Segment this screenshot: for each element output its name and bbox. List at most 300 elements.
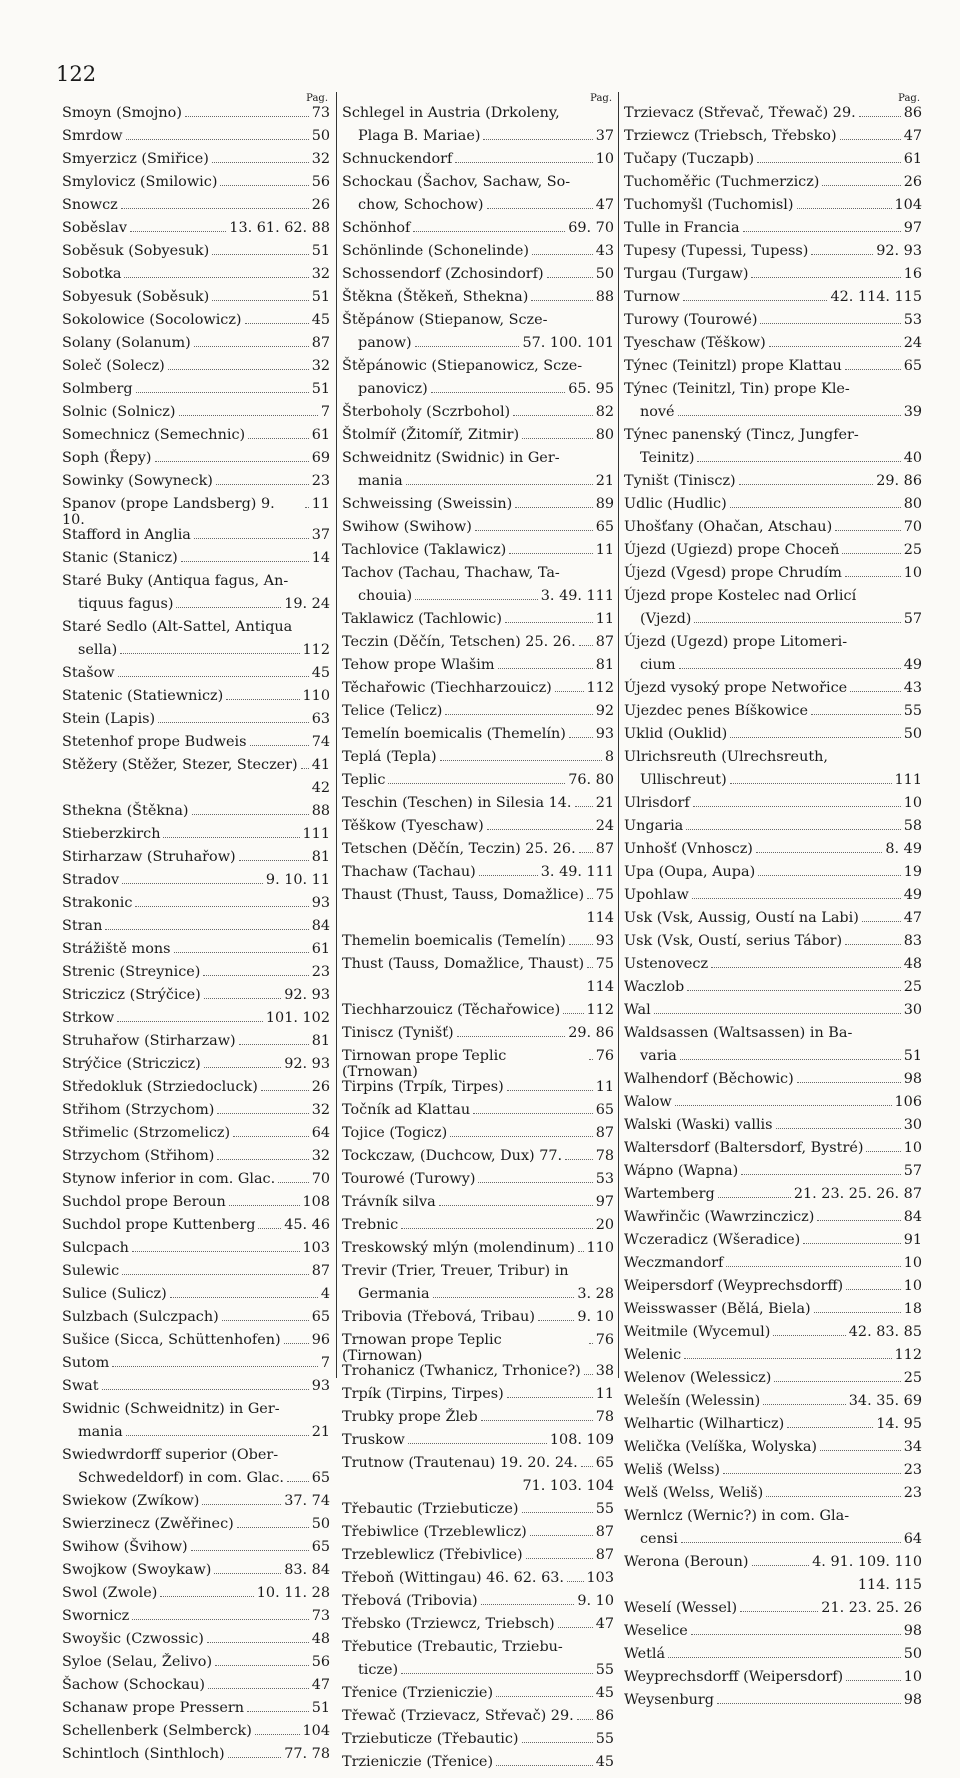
page-reference: 51 [311,243,330,259]
page-reference: 3. 28 [577,1286,614,1303]
entry-name: Stěžery (Stěžer, Stezer, Steczer) [62,757,298,774]
dot-leader [481,1604,575,1605]
dot-leader [217,1113,308,1114]
index-entry [624,1578,922,1601]
index-entry [62,497,330,528]
dot-leader [842,553,900,554]
page-reference: 114 [586,979,614,995]
index-entry [62,1034,330,1057]
entry-name: ticze) [358,1662,399,1679]
dot-leader [547,277,593,278]
page-reference: 108. 109 [549,1432,614,1449]
index-entry [624,796,922,819]
index-entry [342,796,614,819]
entry-name: Soleč (Solecz) [62,358,165,374]
dot-leader [207,1642,309,1643]
index-entry [62,1494,330,1517]
dot-leader [577,1719,593,1720]
entry-name: Wernlcz (Wernic?) in com. Gla- [624,1508,850,1524]
dot-leader [122,883,263,884]
page-reference: 10 [903,1278,922,1294]
entry-name: Trziewcz (Triebsch, Třebsko) [624,128,837,144]
column-header: Pag. [306,93,328,104]
dot-leader [176,607,281,608]
index-entry [342,658,614,681]
entry-name: Usk (Vsk, Oustí, serius Tábor) [624,933,843,949]
page-reference: 16 [903,266,922,282]
page-reference: 82 [595,404,614,420]
dot-leader [531,300,592,301]
entry-name: Tirnowan prope Teplic (Trnowan) [342,1048,511,1080]
index-entry [62,1103,330,1126]
index-entry [62,1333,330,1356]
index-entry [624,1394,922,1417]
page-reference: 23 [903,1485,922,1501]
entry-name: Swiedwrdorff superior (Ober- [62,1447,279,1464]
index-entry [342,1433,614,1456]
dot-leader [578,1251,583,1252]
index-column-3 [624,92,922,1716]
index-entry [62,574,330,597]
dot-leader [723,1473,901,1474]
entry-list [624,106,922,1716]
entry-name: Sthekna (Štěkna) [62,803,189,820]
entry-name: Sušice (Sicca, Schüttenhofen) [62,1332,281,1349]
index-entry [62,988,330,1011]
entry-name: Ujezdec penes Bíškowice [624,703,808,719]
dot-leader [487,829,593,830]
dot-leader [450,1136,592,1137]
page-reference: 87 [311,335,330,351]
index-entry [62,1471,330,1494]
entry-name: Weyprechsdorff (Weipersdorf) [624,1669,844,1685]
dot-leader [558,1627,593,1628]
page-reference: 4 [320,1286,330,1303]
index-entry [62,620,330,643]
entry-name: Štěkna (Štěkeň, Sthekna) [342,289,529,305]
page-reference: 45 [595,1754,614,1771]
index-entry [624,336,922,359]
page-reference: 21. 23. 25. 26. 87 [793,1186,922,1202]
page-reference: 51 [903,1048,922,1064]
page-reference: 50 [903,726,922,742]
page-reference: 83. 84 [284,1562,330,1579]
page-reference: 65 [595,519,614,535]
entry-name: Třebutice (Trebautic, Trziebu- [342,1639,563,1656]
index-entry [62,1195,330,1218]
index-entry [342,359,614,382]
index-entry [62,781,330,804]
dot-leader [811,254,873,255]
entry-name: Stran [62,918,103,935]
entry-name: Sowinky (Sowyneck) [62,473,213,489]
index-entry [342,1049,614,1080]
dot-leader [117,1021,263,1022]
dot-leader [433,1297,575,1298]
dot-leader [787,1427,873,1428]
entry-name: Treskowský mlýn (molendinum) [342,1240,576,1257]
dot-leader [120,653,299,654]
entry-name: Třebová (Tribovia) [342,1593,478,1610]
dot-leader [718,1197,791,1198]
page-reference: 21 [595,473,614,489]
dot-leader [859,116,901,117]
dot-leader [565,1159,593,1160]
entry-name: Stetenhof prope Budweis [62,734,247,751]
entry-name: Spanov (prope Landsberg) 9. 10. [62,496,280,528]
dot-leader [401,1228,593,1229]
dot-leader [569,944,593,945]
dot-leader [192,814,309,815]
index-entry [624,1670,922,1693]
index-entry [342,1410,614,1433]
entry-name: Udlic (Hudlic) [624,496,727,512]
entry-name: Točník ad Klattau [342,1102,471,1119]
entry-name: Tourowé (Turowy) [342,1171,476,1188]
index-entry [62,1402,330,1425]
dot-leader [105,929,308,930]
entry-name: Swierzinecz (Zwěřinec) [62,1516,234,1533]
page-reference: 64 [311,1125,330,1142]
page-reference: 87 [595,634,614,650]
entry-name: Tockczaw, (Duchcow, Dux) 77. [342,1148,563,1165]
index-entry [624,1049,922,1072]
index-entry [62,965,330,988]
index-entry [342,934,614,957]
page-reference: 112 [586,1002,614,1018]
page-reference: 57. 100. 101 [522,335,614,351]
dot-leader [239,860,309,861]
page-reference: 103 [302,1240,330,1257]
index-entry [624,497,922,520]
dot-leader [445,714,592,715]
entry-name: Stafford in Anglia [62,527,191,544]
page-reference: 18 [903,1301,922,1317]
page-reference: 11 [595,611,614,627]
entry-name: Třenice (Trzieniczie) [342,1685,494,1702]
entry-name: Taklawicz (Tachlowic) [342,611,502,627]
entry-name: Tirpins (Trpík, Tirpes) [342,1079,504,1096]
entry-name: Teplic [342,772,386,788]
dot-leader [440,760,602,761]
entry-name: Welš (Welss, Weliš) [624,1485,764,1501]
entry-name: Solmberg [62,381,133,397]
dot-leader [202,1504,281,1505]
entry-name: Tučapy (Tuczapb) [624,151,755,167]
entry-name: Tyništ (Tiniscz) [624,473,736,489]
index-entry [624,957,922,980]
entry-name: Tojice (Togicz) [342,1125,448,1142]
index-entry [624,1601,922,1624]
page-reference: 43 [903,680,922,696]
dot-leader [102,1389,309,1390]
dot-leader [132,1619,308,1620]
entry-name: Sulewic [62,1263,120,1280]
index-entry [342,1732,614,1755]
index-entry [62,405,330,428]
entry-name: Třebautic (Trziebuticze) [342,1501,519,1518]
page-reference: 81 [595,657,614,673]
entry-name: Thust (Tauss, Domažlice, Thaust) [342,956,585,972]
page-reference: 64 [903,1531,922,1547]
dot-leader [862,921,901,922]
entry-name: Tulle in Francia [624,220,740,236]
dot-leader [654,1013,901,1014]
entry-name: Tachlovice (Taklawicz) [342,542,507,558]
entry-name: Tuchoměřic (Tuchmerzicz) [624,174,820,190]
entry-name: Turgau (Turgaw) [624,266,749,282]
dot-leader [743,231,901,232]
dot-leader [170,1297,318,1298]
page-reference: 78 [595,1148,614,1165]
index-entry [342,704,614,727]
dot-leader [522,1512,593,1513]
index-entry [624,1210,922,1233]
page-reference: 103 [586,1570,614,1587]
index-entry [624,1095,922,1118]
page-reference: 86 [903,105,922,121]
page-reference: 47 [903,910,922,926]
entry-name: panow) [358,335,412,351]
page-reference: 111 [302,826,330,843]
index-entry [62,850,330,873]
index-entry [624,382,922,405]
index-entry [62,244,330,267]
index-entry [624,290,922,313]
entry-name: Turnow [624,289,680,305]
index-entry [342,681,614,704]
dot-leader [185,116,309,117]
dot-leader [126,139,309,140]
entry-name: Strýčice (Striczicz) [62,1056,201,1073]
column-divider [336,92,337,1378]
index-entry [62,1724,330,1747]
entry-name: Stašow [62,665,115,682]
dot-leader [168,369,309,370]
dot-leader [457,1036,566,1037]
dot-leader [679,668,901,669]
page-reference: 114 [586,910,614,926]
index-entry [342,1456,614,1479]
index-entry [342,336,614,359]
index-entry [62,1563,330,1586]
page-reference: 20 [595,1217,614,1234]
page-reference: 47 [595,1616,614,1633]
dot-leader [216,484,309,485]
entry-name: Plaga B. Mariae) [358,128,481,144]
entry-name: Uklid (Ouklid) [624,726,728,742]
page-reference: 61 [903,151,922,167]
page-reference: 98 [903,1623,922,1639]
entry-name: Staré Buky (Antiqua fagus, An- [62,573,289,590]
entry-name: Třebsko (Trziewcz, Triebsch) [342,1616,555,1633]
index-entry [624,1624,922,1647]
page-reference: 10 [595,151,614,167]
index-entry [342,290,614,313]
dot-leader [496,1696,593,1697]
page-reference: 9. 10 [577,1309,614,1326]
index-entry [62,712,330,735]
dot-leader [473,1113,593,1114]
page-reference: 45. 46 [284,1217,330,1234]
entry-name: Schintloch (Sinthloch) [62,1746,225,1763]
index-entry [62,896,330,919]
dot-leader [803,1243,900,1244]
dot-leader [217,1159,308,1160]
index-entry [62,221,330,244]
page-reference: 37 [311,527,330,544]
dot-leader [487,208,593,209]
index-entry [624,267,922,290]
entry-name: Smrdow [62,128,123,144]
index-entry [62,1057,330,1080]
index-entry [342,313,614,336]
dot-leader [228,1757,282,1758]
page-reference: 88 [595,289,614,305]
dot-leader [124,277,308,278]
index-entry [624,313,922,336]
entry-name: Turowy (Tourowé) [624,312,758,328]
dot-leader [509,553,592,554]
dot-leader [226,699,299,700]
page-reference: 37 [595,128,614,144]
dot-leader [579,645,593,646]
index-entry [342,198,614,221]
entry-name: Syloe (Selau, Želivo) [62,1654,213,1671]
page-reference: 38 [595,1363,614,1380]
index-entry [62,336,330,359]
page-reference: 86 [595,1708,614,1725]
page-reference: 101. 102 [265,1010,330,1027]
index-entry [342,566,614,589]
dot-leader [222,1320,309,1321]
index-entry [342,1364,614,1387]
entry-name: Trubky prope Žleb [342,1409,478,1426]
index-entry [62,451,330,474]
index-entry [342,1126,614,1149]
entry-name: Waldsassen (Waltsassen) in Ba- [624,1025,853,1041]
page-reference: 32 [311,266,330,282]
dot-leader [415,599,538,600]
page-number: 122 [56,62,97,86]
entry-name: Šachow (Schockau) [62,1677,206,1694]
page-reference: 11 [595,542,614,558]
page-reference: 97 [903,220,922,236]
dot-leader [763,1404,846,1405]
dot-leader [697,461,900,462]
entry-name: Swojkow (Swoykaw) [62,1562,212,1579]
index-entry [342,1003,614,1026]
dot-leader [774,1381,900,1382]
dot-leader [505,622,593,623]
dot-leader [481,1420,593,1421]
page-reference: 30 [903,1002,922,1018]
index-entry [342,382,614,405]
index-entry [342,589,614,612]
entry-name: Ulrichsreuth (Ulrechsreuth, [624,749,828,765]
index-entry [342,1218,614,1241]
entry-name: Somechnicz (Semechnic) [62,427,246,443]
index-entry [62,1241,330,1264]
dot-leader [287,1481,309,1482]
index-entry [624,198,922,221]
dot-leader [214,1573,281,1574]
index-entry [62,1218,330,1241]
dot-leader [587,967,593,968]
entry-name: Třebiwlice (Trzeblewlicz) [342,1524,527,1541]
index-entry [624,1647,922,1670]
index-entry [62,804,330,827]
index-entry [342,1172,614,1195]
dot-leader [776,1128,901,1129]
page-reference: 42. 114. 115 [830,289,922,305]
page-reference: 11 [595,1079,614,1096]
dot-leader [247,1711,309,1712]
page-reference: 9. 10 [577,1593,614,1610]
index-entry [62,359,330,382]
index-entry [342,175,614,198]
page-reference: 93 [595,933,614,949]
entry-name: (Vjezd) [640,611,692,627]
page-reference: 81 [311,1033,330,1050]
dot-leader [258,1228,281,1229]
index-entry [624,359,922,382]
page-reference: 47 [595,197,614,213]
page-reference: 87 [595,841,614,857]
page-reference: 50 [903,1646,922,1662]
column-divider [618,92,619,1378]
entry-name: Truskow [342,1432,405,1449]
entry-name: Schwedeldorf) in com. Glac. [78,1470,284,1487]
index-entry [62,290,330,313]
page-reference: 23 [903,1462,922,1478]
dot-leader [130,231,226,232]
index-entry [624,1026,922,1049]
index-entry [624,888,922,911]
dot-leader [740,1611,818,1612]
dot-leader [431,392,566,393]
entry-name: Ullischreut) [640,772,727,788]
page-reference: 76. 80 [568,772,614,788]
page-reference: 51 [311,381,330,397]
index-entry [62,666,330,689]
dot-leader [526,1558,593,1559]
entry-name: Schönhof [342,220,411,236]
page-reference: 108 [302,1194,330,1211]
page-reference: 87 [595,1524,614,1541]
entry-name: Štěpánowic (Stiepanowicz, Scze- [342,358,583,374]
page-reference: 58 [903,818,922,834]
entry-name: Sulzbach (Sulczpach) [62,1309,219,1326]
dot-leader [233,1136,309,1137]
index-entry [624,1440,922,1463]
dot-leader [163,837,299,838]
index-column-1 [62,92,330,1770]
page-reference: 47 [311,1677,330,1694]
page-reference: 8 [604,749,614,765]
entry-name: Unhošť (Vnhoscz) [624,841,753,857]
entry-name: Weselice [624,1623,688,1639]
dot-leader [122,1274,308,1275]
dot-leader [681,1542,901,1543]
index-entry [62,919,330,942]
dot-leader [522,438,593,439]
entry-name: Tiniscz (Tynišť) [342,1025,454,1041]
index-entry [342,1479,614,1502]
page-reference: 89 [595,496,614,512]
index-entry [624,1555,922,1578]
entry-name: Swihow (Swihow) [342,519,472,535]
